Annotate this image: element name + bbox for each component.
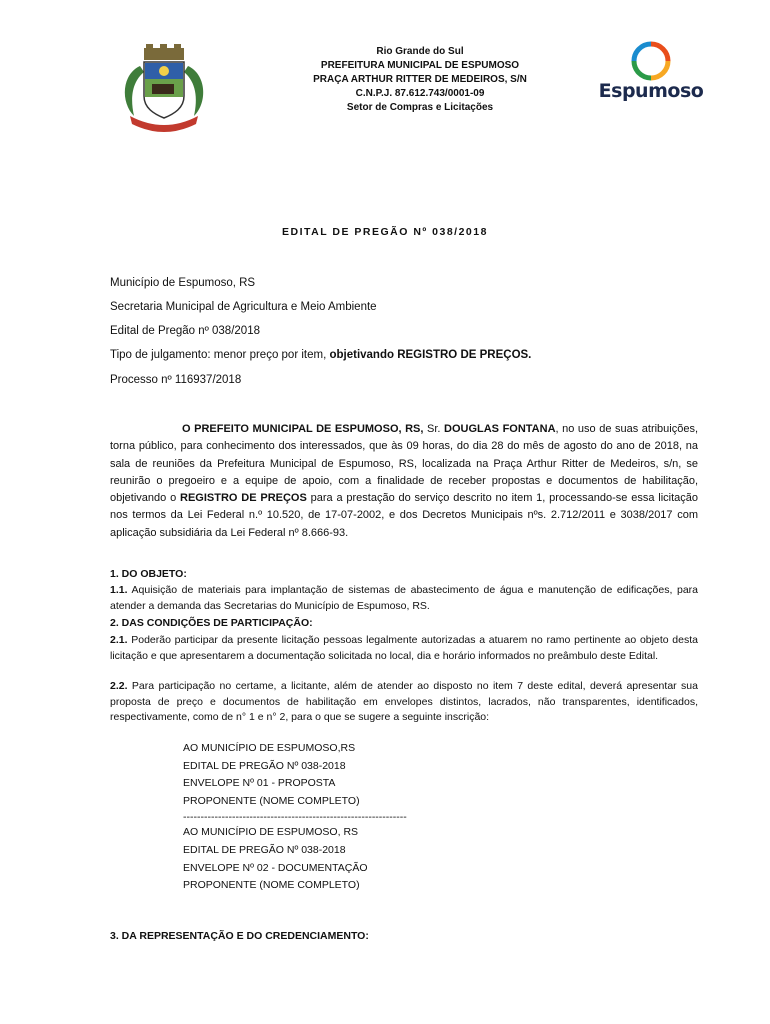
section-2-2-text: Para participação no certame, a licitante, além de atender ao disposto no item 7 deste edital, deverá apresentar sua proposta de preço e documentos de habilitação em envelopes distintos, lacrados, não transparentes, identificados, respectivamente, como de n° 1 e n° 2, para o que se sugere a seguinte inscrição: [110,680,698,723]
envelope-inscriptions [183,740,407,895]
section-2-1-text: Poderão participar da presente licitação pessoas legalmente autorizadas a atuarem no ramo pertinente ao objeto desta licitação e que apresentarem a documentação solicitada no local, dia e horário informados no preâmbulo deste Edital. [110,634,698,662]
logo-wordmark: Espumoso [598,80,704,102]
section-1-1-number: 1.1. [110,584,128,596]
meta-secretaria: Secretaria Municipal de Agricultura e Meio Ambiente [110,301,377,313]
envelope-line: AO MUNICÍPIO DE ESPUMOSO,RS [183,742,356,754]
intro-text-2: , no uso de suas atribuições, torna público, para conhecimento dos interessados, que às 09 horas, do dia 28 do mês de agosto do ano de 2018, na sala de reuniões da Prefeitura Municipal de Espumoso, RS, localizada na Praça Arthur Ritter de Medeiros, s/n, se reunirão o pregoeiro e a equipe de apoio, com a finalidade de receber propostas e documentos de habilitação, objetivando o [110,423,699,505]
meta-julgamento-bold: objetivando REGISTRO DE PREÇOS. [329,349,532,361]
intro-text-1: Sr. [423,423,445,435]
section-1-1-text: Aquisição de materiais para implantação de sistemas de abastecimento de água e manutenção de edificações, para atender a demanda das Secretarias do Município de Espumoso, RS. [110,584,698,612]
envelope-line: EDITAL DE PREGÃO Nº 038-2018 [183,759,346,772]
section-2-1 [110,633,698,664]
meta-julgamento [110,349,531,361]
meta-edital: Edital de Pregão nº 038/2018 [110,325,260,337]
envelope-line: AO MUNICÍPIO DE ESPUMOSO, RS [183,826,359,839]
intro-bold-1: O PREFEITO MUNICIPAL DE ESPUMOSO, RS, [182,423,424,435]
espumoso-logo [596,40,706,110]
header-prefecture: PREFEITURA MUNICIPAL DE ESPUMOSO [320,60,520,71]
municipal-crest-icon [116,42,212,134]
header-address: PRAÇA ARTHUR RITTER DE MEDEIROS, S/N [313,74,527,85]
intro-bold-2: DOUGLAS FONTANA [444,423,556,435]
meta-processo: Processo nº 116937/2018 [110,374,242,386]
envelope-line: EDITAL DE PREGÃO Nº 038-2018 [183,843,346,856]
section-1-1 [110,583,698,614]
section-1-title: 1. DO OBJETO: [110,568,187,580]
envelope-line: PROPONENTE (NOME COMPLETO) [183,879,360,892]
intro-paragraph [110,421,698,542]
header-department: Setor de Compras e Licitações [346,102,494,113]
envelope-line: PROPONENTE (NOME COMPLETO) [183,794,360,807]
envelope-line: ENVELOPE Nº 01 - PROPOSTA [183,777,336,790]
section-2-2-number: 2.2. [110,680,128,692]
section-2-title: 2. DAS CONDIÇÕES DE PARTICIPAÇÃO: [110,617,313,629]
envelope-line: ENVELOPE Nº 02 - DOCUMENTAÇÃO [183,861,368,874]
envelope-separator: ---------------------------------------------------------------- [183,811,407,824]
section-3-title: 3. DA REPRESENTAÇÃO E DO CREDENCIAMENTO: [110,930,369,942]
logo-ring-icon [596,40,706,82]
section-2-2 [110,679,698,726]
document-header [230,45,610,115]
document-title: EDITAL DE PREGÃO Nº 038/2018 [282,226,488,238]
intro-text-3: para a prestação do serviço descrito no item 1, processando-se essa licitação nos termos da Lei Federal n.º 10.520, de 17-07-2002, e dos Decretos Municipais nºs. 2.712/2011 e 3038/2017 com aplicação subsidiária da Lei Federal nº 8.666-93. [110,492,699,539]
header-state: Rio Grande do Sul [376,46,464,57]
intro-bold-3: REGISTRO DE PREÇOS [180,492,307,505]
meta-julgamento-text: Tipo de julgamento: menor preço por item, [110,349,327,361]
meta-municipio: Município de Espumoso, RS [110,277,256,289]
header-cnpj: C.N.P.J. 87.612.743/0001-09 [355,88,485,99]
section-2-1-number: 2.1. [110,634,128,646]
